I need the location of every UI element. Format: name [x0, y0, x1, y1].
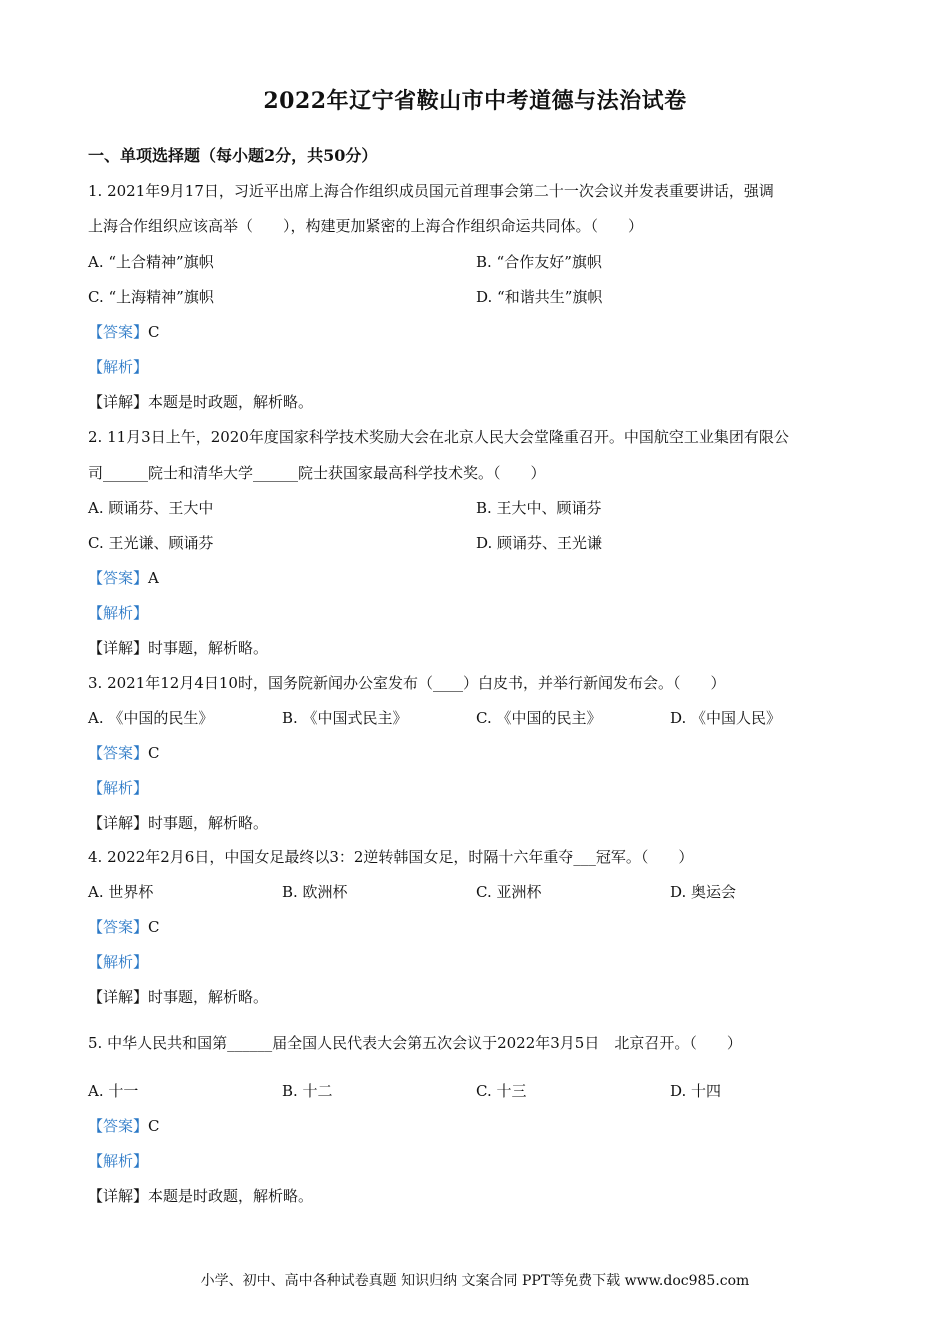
question-3-option-d: D. 《中国人民》: [670, 709, 782, 727]
question-2-analysis: [88, 602, 148, 623]
answer-tag: 【答案】: [88, 323, 149, 341]
question-5-stem-line-1: 5. 中华人民共和国第______届全国人民代表大会第五次会议于2022年3月5日 北京召开。（ ）: [88, 1034, 742, 1052]
question-2-option-d: D. 顾诵芬、王光谦: [476, 534, 603, 552]
question-4-detail: [88, 986, 268, 1007]
question-4-answer: [88, 916, 160, 937]
answer-value: C: [148, 918, 160, 936]
detail-tag: 【详解】: [88, 639, 149, 657]
question-3-stem-line-1: 3. 2021年12月4日10时，国务院新闻办公室发布（____）白皮书，并举行新闻发布会。（ ）: [88, 674, 726, 692]
page-footer[interactable]: 小学、初中、高中各种试卷真题 知识归纳 文案合同 PPT等免费下载 www.doc985.com: [200, 1273, 750, 1289]
question-1-option-c: C. “上海精神”旗帜: [88, 288, 214, 306]
question-4-option-a: A. 世界杯: [88, 883, 154, 901]
detail-text: 本题是时政题，解析略。: [148, 393, 314, 411]
question-2-option-b: B. 王大中、顾诵芬: [476, 499, 602, 517]
question-1-option-d: D. “和谐共生”旗帜: [476, 288, 603, 306]
answer-tag: 【答案】: [88, 744, 149, 762]
question-2-stem-line-1: 2. 11月3日上午，2020年度国家科学技术奖励大会在北京人民大会堂隆重召开。中国航空工业集团有限公: [88, 428, 789, 446]
question-3-option-b: B. 《中国式民主》: [282, 709, 408, 727]
answer-value: C: [148, 323, 160, 341]
question-5-option-b: B. 十二: [282, 1082, 333, 1100]
question-3-option-a: A. 《中国的民生》: [88, 709, 214, 727]
detail-text: 本题是时政题，解析略。: [148, 1187, 314, 1205]
answer-value: A: [148, 569, 159, 587]
answer-tag: 【答案】: [88, 918, 149, 936]
question-4-option-d: D. 奥运会: [670, 883, 737, 901]
question-2-detail: [88, 637, 268, 658]
question-5-option-d: D. 十四: [670, 1082, 722, 1100]
answer-value: C: [148, 744, 160, 762]
detail-text: 时事题，解析略。: [148, 639, 269, 657]
question-4-option-b: B. 欧洲杯: [282, 883, 348, 901]
question-3-answer: [88, 742, 160, 763]
section-heading: 一、单项选择题（每小题2分，共50分）: [88, 146, 378, 165]
question-4-stem-line-1: 4. 2022年2月6日，中国女足最终以3：2逆转韩国女足，时隔十六年重夺___冠军。（ ）: [88, 848, 694, 866]
question-5-detail: [88, 1185, 313, 1206]
question-1-stem-line-2: 上海合作组织应该高举（ ），构建更加紧密的上海合作组织命运共同体。（ ）: [88, 217, 644, 235]
question-5-analysis: [88, 1150, 148, 1171]
answer-tag: 【答案】: [88, 1117, 149, 1135]
detail-tag: 【详解】: [88, 1187, 149, 1205]
question-5-answer: [88, 1115, 160, 1136]
question-5-option-c: C. 十三: [476, 1082, 527, 1100]
question-1-stem-line-1: 1. 2021年9月17日，习近平出席上海合作组织成员国元首理事会第二十一次会议并发表重要讲话，强调: [88, 182, 774, 200]
analysis-tag: 【解析】: [88, 953, 149, 971]
question-3-detail: [88, 812, 268, 833]
detail-text: 时事题，解析略。: [148, 814, 269, 832]
analysis-tag: 【解析】: [88, 358, 149, 376]
page-title: 2022年辽宁省鞍山市中考道德与法治试卷: [263, 88, 687, 114]
detail-text: 时事题，解析略。: [148, 988, 269, 1006]
question-1-option-b: B. “合作友好”旗帜: [476, 253, 602, 271]
answer-tag: 【答案】: [88, 569, 149, 587]
question-2-option-c: C. 王光谦、顾诵芬: [88, 534, 214, 552]
detail-tag: 【详解】: [88, 988, 149, 1006]
analysis-tag: 【解析】: [88, 1152, 149, 1170]
question-4-analysis: [88, 951, 148, 972]
question-4-option-c: C. 亚洲杯: [476, 883, 542, 901]
question-5-option-a: A. 十一: [88, 1082, 139, 1100]
analysis-tag: 【解析】: [88, 779, 149, 797]
question-1-analysis: [88, 356, 148, 377]
detail-tag: 【详解】: [88, 814, 149, 832]
question-2-stem-line-2: 司______院士和清华大学______院士获国家最高科学技术奖。（ ）: [88, 464, 546, 482]
answer-value: C: [148, 1117, 160, 1135]
question-1-answer: [88, 321, 160, 342]
question-2-option-a: A. 顾诵芬、王大中: [88, 499, 214, 517]
question-1-detail: [88, 391, 313, 412]
question-3-option-c: C. 《中国的民主》: [476, 709, 602, 727]
analysis-tag: 【解析】: [88, 604, 149, 622]
question-1-option-a: A. “上合精神”旗帜: [88, 253, 214, 271]
question-3-analysis: [88, 777, 148, 798]
question-2-answer: [88, 567, 159, 588]
detail-tag: 【详解】: [88, 393, 149, 411]
